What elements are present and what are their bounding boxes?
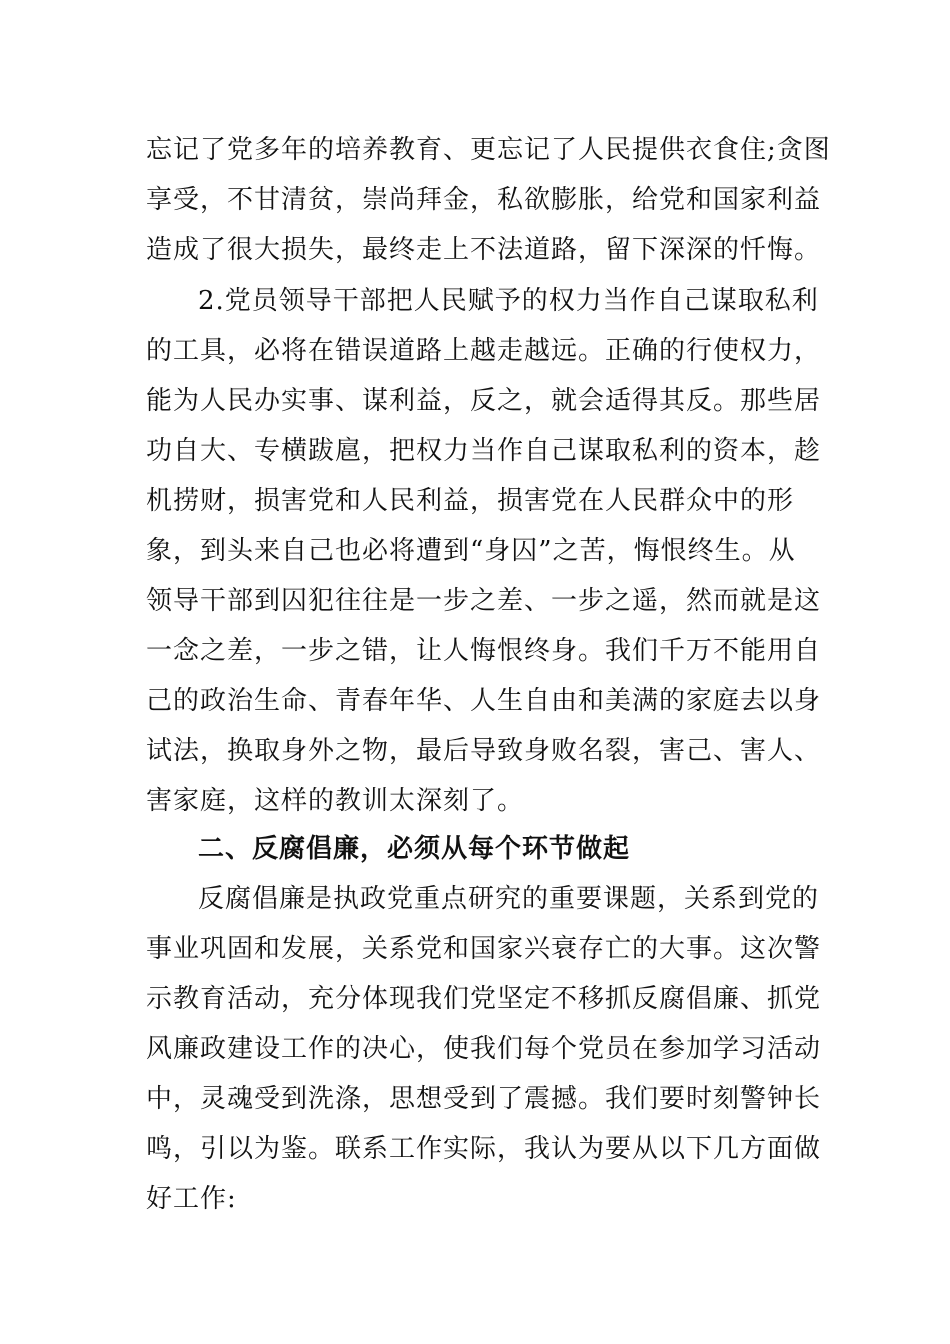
paragraph-line: 鸣，引以为鉴。联系工作实际，我认为要从以下几方面做 — [146, 1134, 822, 1164]
paragraph-line: 造成了很大损失，最终走上不法道路，留下深深的忏悔。 — [146, 235, 822, 265]
paragraph-line: 机捞财，损害党和人民利益，损害党在人民群众中的形 — [146, 486, 795, 516]
paragraph-line: 2.党员领导干部把人民赋予的权力当作自己谋取私利 — [198, 286, 819, 316]
paragraph-line: 试法，换取身外之物，最后导致身败名裂，害己、害人、 — [146, 736, 822, 766]
paragraph-line: 领导干部到囚犯往往是一步之差、一步之遥，然而就是这 — [146, 586, 822, 616]
paragraph-line: 能为人民办实事、谋利益，反之，就会适得其反。那些居 — [146, 386, 822, 416]
paragraph-line: 事业巩固和发展，关系党和国家兴衰存亡的大事。这次警 — [146, 934, 822, 964]
paragraph-line: 的工具，必将在错误道路上越走越远。正确的行使权力， — [146, 336, 822, 366]
paragraph-line: 示教育活动，充分体现我们党坚定不移抓反腐倡廉、抓党 — [146, 984, 822, 1014]
paragraph-continuation — [146, 125, 831, 275]
paragraph-line: 己的政治生命、青春年华、人生自由和美满的家庭去以身 — [146, 686, 822, 716]
paragraph-line: 中，灵魂受到洗涤，思想受到了震撼。我们要时刻警钟长 — [146, 1084, 822, 1114]
paragraph-line: 象，到头来自己也必将遭到“身囚”之苦，悔恨终生。从 — [146, 536, 796, 566]
paragraph-section-2 — [146, 874, 822, 1224]
paragraph-line: 功自大、专横跋扈，把权力当作自己谋取私利的资本，趁 — [146, 436, 822, 466]
paragraph-line: 享受，不甘清贫，崇尚拜金，私欲膨胀，给党和国家利益 — [146, 185, 822, 215]
paragraph-line: 一念之差，一步之错，让人悔恨终身。我们千万不能用自 — [146, 636, 822, 666]
paragraph-line: 好工作: — [146, 1184, 237, 1214]
paragraph-line: 风廉政建设工作的决心，使我们每个党员在参加学习活动 — [146, 1034, 822, 1064]
paragraph-line: 忘记了党多年的培养教育、更忘记了人民提供衣食住;贪图 — [146, 135, 831, 165]
paragraph-line: 反腐倡廉是执政党重点研究的重要课题，关系到党的 — [198, 884, 820, 914]
paragraph-line: 害家庭，这样的教训太深刻了。 — [146, 786, 525, 816]
section-heading: 二、反腐倡廉，必须从每个环节做起 — [198, 834, 631, 864]
paragraph-point-2 — [146, 276, 822, 826]
section-heading-block — [146, 824, 806, 874]
